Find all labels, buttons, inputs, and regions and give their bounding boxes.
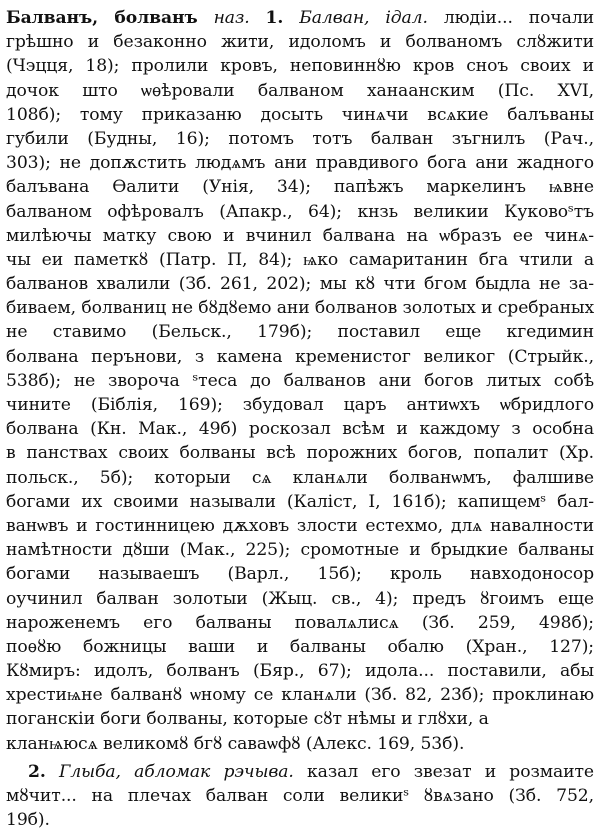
text-line: балъвана Ѳалити (Унія, 34); папѣжъ маркелинъ ѩвне [6, 177, 594, 198]
text-line: болвана (Кн. Мак., 49б) роскозал всѣм и каждому з особна [6, 419, 594, 440]
text-line: не ставимо (Бельск., 179б); поставил еще кгедимин [6, 322, 594, 343]
sense-1-number: 1. [265, 8, 284, 28]
text-line: болвана перънови, з камена кременистог великог (Стрыйк., [6, 346, 594, 367]
text-line: нароженемъ его балваны повалѧлисѧ (Зб. 259, 498б); [6, 612, 594, 633]
text-line: в панствах своих болваны всѣ порожних богов, попалит (Хр. [6, 443, 594, 464]
text-line: польск., 5б); которыи сѧ кланѧли болванѡмъ, фалшиве [6, 467, 594, 488]
text-line: мȣчит... на плечах балван соли великиˢ ȣвѧзано (Зб. 752, [6, 786, 594, 806]
sense-2-number: 2. [28, 761, 46, 782]
sense-2-text-start: казал его звезат и розмаите [307, 761, 594, 782]
text-line: богами их своими называли (Каліст, І, 161б); капищемˢ бал- [6, 491, 594, 512]
text-line: 108б); тому приказаню досыть чинѧчи всѧкие балъваны [6, 104, 594, 125]
headword: Балванъ, болванъ [6, 8, 198, 28]
sense-2-gloss: Глыба, абломак рэчыва. [58, 761, 294, 782]
text-line: грѣшно и безаконно жити, идоломъ и болваномъ слȣжити [6, 32, 594, 53]
text-line: губили (Будны, 16); потомъ тотъ балван зъгнилъ (Рач., [6, 128, 594, 149]
sense-2-first-line [6, 760, 594, 784]
text-line: биваем, болваниц не бȣдȣемо ани болванов золотых и сребраных [6, 298, 594, 319]
text-line: (Чэцця, 18); пролили кровъ, неповиннȣю кров сноъ своих и [6, 56, 594, 77]
text-line: чините (Біблія, 169); збудовал царъ антиѡхъ ѡбридлого [6, 395, 594, 415]
text-line: ванѡвъ и гостинницею дѫховъ злости естехмо, длѧ навалности [6, 515, 594, 536]
part-of-speech: наз. [213, 8, 250, 28]
text-line: балваном офѣровалъ (Апакр., 64); кнзь великии Куковоˢтъ [6, 201, 594, 222]
text-line: богами называешъ (Варл., 15б); кроль навходоносор [6, 564, 594, 585]
sense-1-text-start: людіи... почали [443, 8, 594, 28]
text-line: хрестиѩне балванȣ ѡному се кланѧли (Зб. 82, 23б); проклинаю [6, 685, 594, 706]
text-line: намѣтности дȣши (Мак., 225); сромотные и брыдкие балваны [6, 540, 594, 561]
text-line: милѣючы матку свою и вчинил балвана на ѡбразъ ее чинѧ- [6, 225, 594, 246]
text-line: поганскіи боги болваны, которые сȣт нѣмы и глȣхи, а [6, 709, 489, 730]
sense-1-gloss: Балван, ідал. [299, 8, 428, 28]
text-line: Кȣмиръ: идолъ, болванъ (Бяр., 67); идола... поставили, абы [6, 661, 594, 682]
text-line: поѳȣю божницы ваши и балваны обалю (Хран., 127); [6, 636, 594, 657]
text-line: дочок што ѡѳѣровали балваном ханаанским (Пс. XVI, [6, 80, 594, 101]
text-line: 538б); не звороча ˢтеса до балванов ани богов литых собѣ [6, 370, 594, 391]
text-line: 19б). [6, 810, 50, 831]
text-line: кланѩюсѧ великомȣ бгȣ саваѡфȣ (Алекс. 169, 53б). [6, 733, 465, 754]
text-line: 303); не допѫстить людѧмъ ани правдивого бога ани жадного [6, 153, 594, 174]
text-line: чы еи паметкȣ (Патр. П, 84); ѩко самаританин бга чтили а [6, 249, 594, 270]
entry-first-line [6, 6, 594, 30]
text-line: балванов хвалили (Зб. 261, 202); мы кȣ чти бгом быдла не за- [6, 274, 594, 295]
text-line: оучинил балван золотыи (Жыц. св., 4); предъ ȣгоимъ еще [6, 588, 594, 609]
